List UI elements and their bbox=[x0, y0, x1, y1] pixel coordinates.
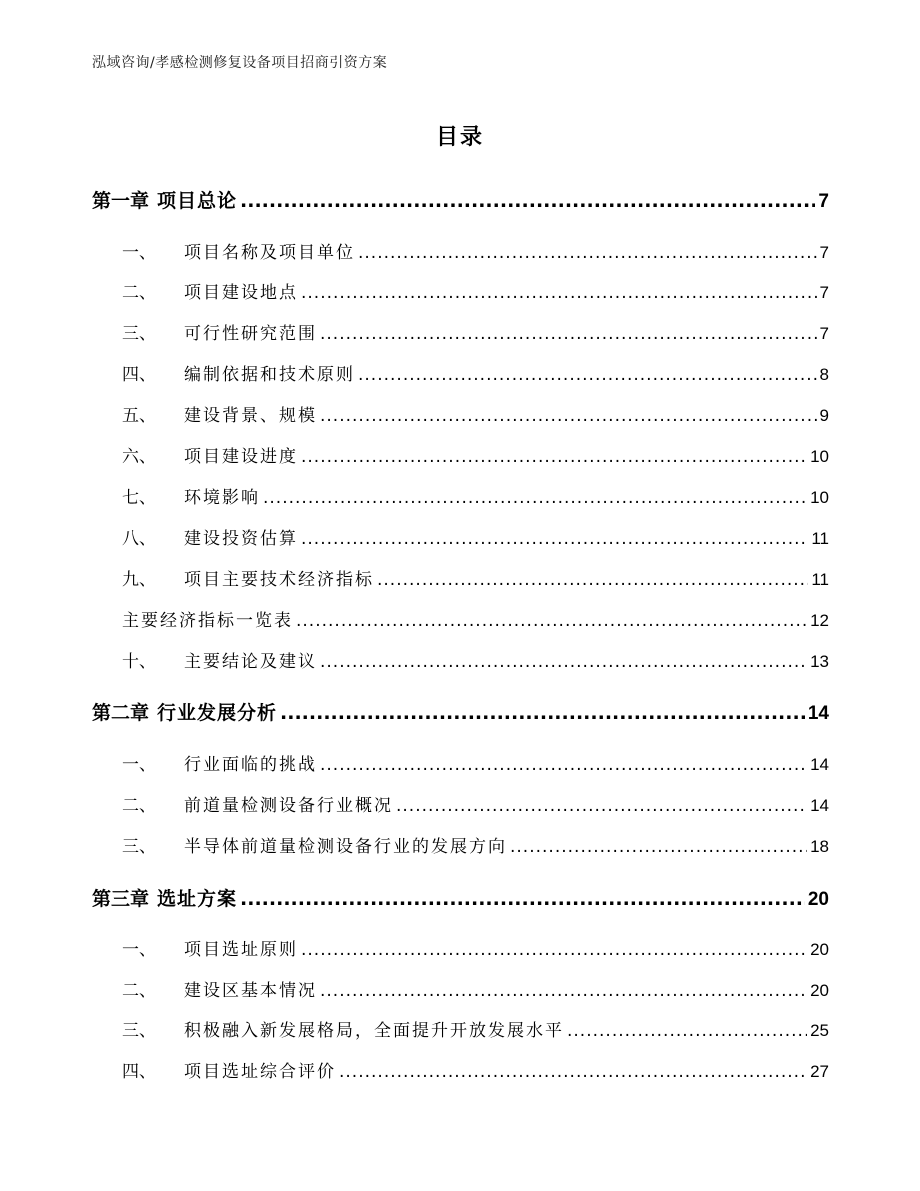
toc-section-entry[interactable] bbox=[92, 606, 829, 631]
toc-page-number: 10 bbox=[810, 488, 829, 507]
toc-entry-title: 建设投资估算 bbox=[184, 529, 298, 549]
toc-page-number: 27 bbox=[810, 1062, 829, 1081]
toc-entry-title: 积极融入新发展格局，全面提升开放发展水平 bbox=[184, 1021, 564, 1041]
toc-dot-leader bbox=[567, 1021, 807, 1041]
toc-entry-number: 三、 bbox=[122, 324, 156, 344]
toc-entry-number: 六、 bbox=[122, 447, 156, 467]
toc-entry-number: 第二章 bbox=[92, 702, 150, 724]
toc-dot-leader bbox=[510, 837, 807, 857]
toc-page-number: 14 bbox=[810, 755, 829, 774]
toc-entry-title: 项目主要技术经济指标 bbox=[184, 570, 374, 590]
toc-entry-title: 行业面临的挑战 bbox=[184, 755, 317, 775]
toc-page-number: 13 bbox=[810, 652, 829, 671]
toc-entry-number: 三、 bbox=[122, 837, 156, 857]
toc-section-entry[interactable] bbox=[92, 750, 829, 775]
toc-chapter-entry[interactable] bbox=[92, 698, 829, 725]
toc-entry-number: 一、 bbox=[122, 755, 156, 775]
toc-chapter-entry[interactable] bbox=[92, 884, 829, 911]
toc-section-entry[interactable] bbox=[92, 442, 829, 467]
toc-section-entry[interactable] bbox=[92, 483, 829, 508]
toc-page-number: 7 bbox=[819, 283, 829, 302]
toc-dot-leader bbox=[240, 190, 815, 212]
toc-entry-number: 一、 bbox=[122, 243, 156, 263]
toc-section-entry[interactable] bbox=[92, 647, 829, 672]
toc-entry-title: 主要经济指标一览表 bbox=[122, 611, 293, 631]
toc-entry-number: 二、 bbox=[122, 796, 156, 816]
toc-page-number: 11 bbox=[811, 529, 829, 548]
toc-entry-title: 半导体前道量检测设备行业的发展方向 bbox=[184, 837, 507, 857]
toc-page-number: 7 bbox=[819, 324, 829, 343]
toc-dot-leader bbox=[301, 940, 807, 960]
toc-section-entry[interactable] bbox=[92, 360, 829, 385]
running-header: 泓域咨询/孝感检测修复设备项目招商引资方案 bbox=[92, 55, 388, 71]
toc-section-entry[interactable] bbox=[92, 791, 829, 816]
toc-entry-number: 一、 bbox=[122, 940, 156, 960]
toc-page-number: 7 bbox=[818, 191, 829, 212]
toc-dot-leader bbox=[301, 283, 817, 303]
toc-page-number: 25 bbox=[810, 1021, 829, 1040]
toc-entry-number: 二、 bbox=[122, 283, 156, 303]
toc-dot-leader bbox=[377, 570, 808, 590]
toc-section-entry[interactable] bbox=[92, 935, 829, 960]
toc-dot-leader bbox=[320, 755, 807, 775]
toc-entry-number: 二、 bbox=[122, 981, 156, 1001]
toc-entry-title: 前道量检测设备行业概况 bbox=[184, 796, 393, 816]
toc-entry-title: 主要结论及建议 bbox=[184, 652, 317, 672]
toc-dot-leader bbox=[263, 488, 807, 508]
toc-entry-title: 建设背景、规模 bbox=[184, 406, 317, 426]
toc-section-entry[interactable] bbox=[92, 1057, 829, 1082]
toc-dot-leader bbox=[280, 702, 805, 724]
toc-entry-title: 项目名称及项目单位 bbox=[184, 243, 355, 263]
toc-page-number: 14 bbox=[807, 703, 829, 724]
toc-entry-title: 行业发展分析 bbox=[157, 702, 278, 724]
toc-section-entry[interactable] bbox=[92, 832, 829, 857]
toc-dot-leader bbox=[301, 447, 807, 467]
toc-dot-leader bbox=[320, 406, 817, 426]
toc-section-entry[interactable] bbox=[92, 319, 829, 344]
toc-section-entry[interactable] bbox=[92, 524, 829, 549]
toc-page-number: 8 bbox=[819, 365, 829, 384]
toc-entry-number: 第一章 bbox=[92, 190, 150, 212]
toc-dot-leader bbox=[320, 652, 807, 672]
toc-dot-leader bbox=[320, 324, 817, 344]
toc-entry-title: 项目选址综合评价 bbox=[184, 1062, 336, 1082]
toc-entry-number: 十、 bbox=[122, 652, 156, 672]
toc-dot-leader bbox=[396, 796, 807, 816]
toc-page-number: 14 bbox=[810, 796, 829, 815]
toc-dot-leader bbox=[301, 529, 808, 549]
toc-page-number: 20 bbox=[810, 940, 829, 959]
toc-entry-title: 建设区基本情况 bbox=[184, 981, 317, 1001]
toc-dot-leader bbox=[296, 611, 807, 631]
toc-entry-title: 项目选址原则 bbox=[184, 940, 298, 960]
toc-entry-title: 选址方案 bbox=[157, 888, 238, 910]
toc-dot-leader bbox=[339, 1062, 807, 1082]
toc-page-number: 9 bbox=[819, 406, 829, 425]
toc-section-entry[interactable] bbox=[92, 278, 829, 303]
toc-section-entry[interactable] bbox=[92, 401, 829, 426]
toc-entry-title: 环境影响 bbox=[184, 488, 260, 508]
toc-entry-number: 八、 bbox=[122, 529, 156, 549]
toc-page-number: 20 bbox=[810, 981, 829, 1000]
toc-entry-title: 可行性研究范围 bbox=[184, 324, 317, 344]
toc-page-number: 10 bbox=[810, 447, 829, 466]
toc-entry-number: 七、 bbox=[122, 488, 156, 508]
toc-entry-number: 五、 bbox=[122, 406, 156, 426]
toc-entry-title: 编制依据和技术原则 bbox=[184, 365, 355, 385]
toc-page-number: 12 bbox=[810, 611, 829, 630]
toc-chapter-entry[interactable] bbox=[92, 186, 829, 213]
page-title: 目录 bbox=[435, 125, 484, 150]
toc-entry-title: 项目总论 bbox=[157, 190, 238, 212]
toc-entry-number: 九、 bbox=[122, 570, 156, 590]
toc-entry-title: 项目建设地点 bbox=[184, 283, 298, 303]
toc-section-entry[interactable] bbox=[92, 976, 829, 1001]
toc-page-number: 7 bbox=[819, 243, 829, 262]
toc-entry-number: 第三章 bbox=[92, 888, 150, 910]
toc-section-entry[interactable] bbox=[92, 565, 829, 590]
toc-section-entry[interactable] bbox=[92, 1016, 829, 1041]
toc-entry-number: 四、 bbox=[122, 1062, 156, 1082]
toc-entry-title: 项目建设进度 bbox=[184, 447, 298, 467]
toc-page-number: 18 bbox=[810, 837, 829, 856]
toc-dot-leader bbox=[240, 888, 805, 910]
toc-page-number: 20 bbox=[807, 889, 829, 910]
toc-entry-number: 四、 bbox=[122, 365, 156, 385]
toc-section-entry[interactable] bbox=[92, 238, 829, 263]
toc-entry-number: 三、 bbox=[122, 1021, 156, 1041]
toc-dot-leader bbox=[358, 243, 817, 263]
toc-dot-leader bbox=[320, 981, 807, 1001]
toc-page-number: 11 bbox=[811, 570, 829, 589]
toc-dot-leader bbox=[358, 365, 817, 385]
